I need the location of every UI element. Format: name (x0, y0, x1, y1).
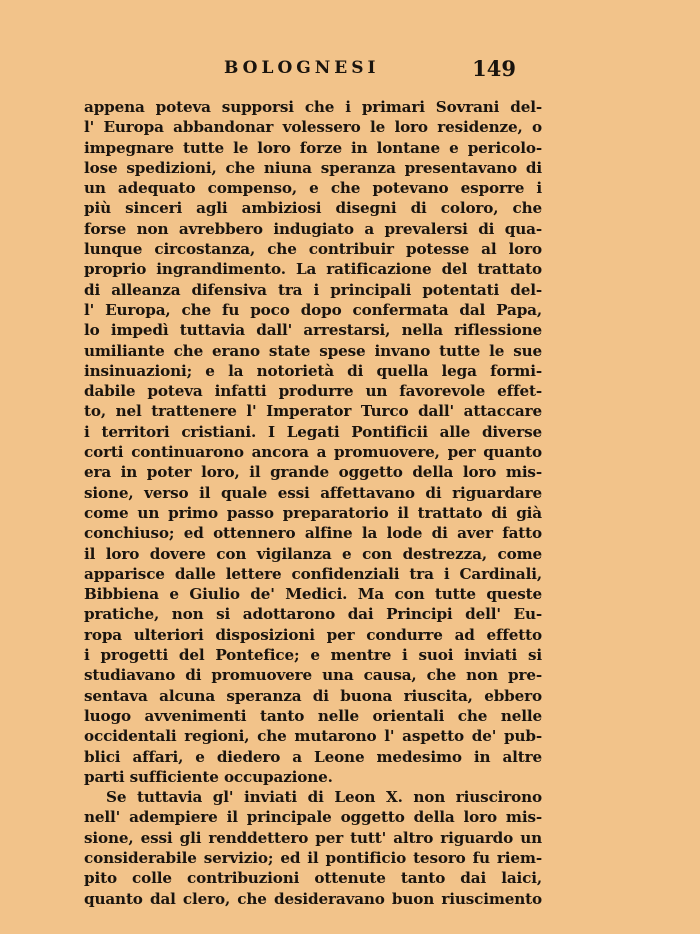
text-line: un adequato compenso, e che potevano esporre i (84, 179, 542, 198)
text-line: era in poter loro, il grande oggetto della loro mis- (84, 463, 542, 482)
text-line: occidentali regioni, che mutarono l' aspetto de' pub- (84, 727, 542, 746)
text-line: Bibbiena e Giulio de' Medici. Ma con tutte queste (84, 585, 542, 604)
text-line: come un primo passo preparatorio il trattato di già (84, 503, 542, 522)
text-line: nell' adempiere il principale oggetto della loro mis- (84, 808, 542, 827)
text-line: i territori cristiani. I Legati Pontificii alle diverse (84, 422, 542, 441)
text-line: i progetti del Pontefice; e mentre i suoi inviati si (84, 646, 542, 665)
text-line: lo impedì tuttavia dall' arrestarsi, nella riflessione (84, 321, 542, 340)
text-line: ropa ulteriori disposizioni per condurre ad effetto (84, 625, 542, 644)
text-line: forse non avrebbero indugiato a prevalersi di qua- (84, 219, 542, 238)
text-line: insinuazioni; e la notorietà di quella lega formi- (84, 361, 542, 380)
text-line: impegnare tutte le loro forze in lontane e pericolo- (84, 138, 542, 157)
text-line: lunque circostanza, che contribuir potesse al loro (84, 240, 542, 259)
text-line: appena poteva supporsi che i primari Sovrani del- (84, 98, 542, 116)
text-line: parti sufficiente occupazione. (84, 767, 333, 786)
text-line: umiliante che erano state spese invano tutte le sue (84, 341, 542, 360)
text-line: sione, essi gli renddettero per tutt' altro riguardo un (84, 828, 542, 847)
text-line: sione, verso il quale essi affettavano di riguardare (84, 483, 542, 502)
text-line: corti continuarono ancora a promuovere, per quanto (84, 443, 542, 462)
text-line: l' Europa abbandonar volessero le loro residenze, o (84, 118, 542, 137)
text-line: studiavano di promuovere una causa, che non pre- (84, 666, 542, 685)
running-head: BOLOGNESI (224, 58, 380, 78)
text-line: l' Europa, che fu poco dopo confermata dal Papa, (84, 300, 542, 319)
text-line: lose spedizioni, che niuna speranza presentavano di (84, 158, 542, 177)
text-line: più sinceri agli ambiziosi disegni di coloro, che (84, 199, 542, 218)
text-line: conchiuso; ed ottennero alfine la lode di aver fatto (84, 524, 542, 543)
body-text (84, 97, 542, 909)
text-line: sentava alcuna speranza di buona riuscita, ebbero (84, 686, 542, 705)
text-line: pito colle contribuzioni ottenute tanto dai laici, (84, 869, 542, 888)
text-line: to, nel trattenere l' Imperator Turco dall' attaccare (84, 402, 542, 421)
text-line: Se tuttavia gl' inviati di Leon X. non riuscirono (106, 788, 542, 807)
text-line: dabile poteva infatti produrre un favorevole effet- (84, 382, 542, 401)
page-number: 149 (472, 56, 516, 81)
text-line: luogo avvenimenti tanto nelle orientali che nelle (84, 706, 542, 725)
text-line: considerabile servizio; ed il pontificio tesoro fu riem- (84, 848, 542, 867)
text-line: quanto dal clero, che desideravano buon riuscimento (84, 889, 542, 908)
text-line: blici affari, e diedero a Leone medesimo in altre (84, 747, 542, 766)
text-line: proprio ingrandimento. La ratificazione del trattato (84, 260, 542, 279)
text-line: apparisce dalle lettere confidenziali tra i Cardinali, (84, 564, 542, 583)
text-line: pratiche, non si adottarono dai Principi dell' Eu- (84, 605, 542, 624)
page-header (84, 58, 516, 84)
text-line: il loro dovere con vigilanza e con destrezza, come (84, 544, 542, 563)
text-line: di alleanza difensiva tra i principali potentati del- (84, 280, 542, 299)
